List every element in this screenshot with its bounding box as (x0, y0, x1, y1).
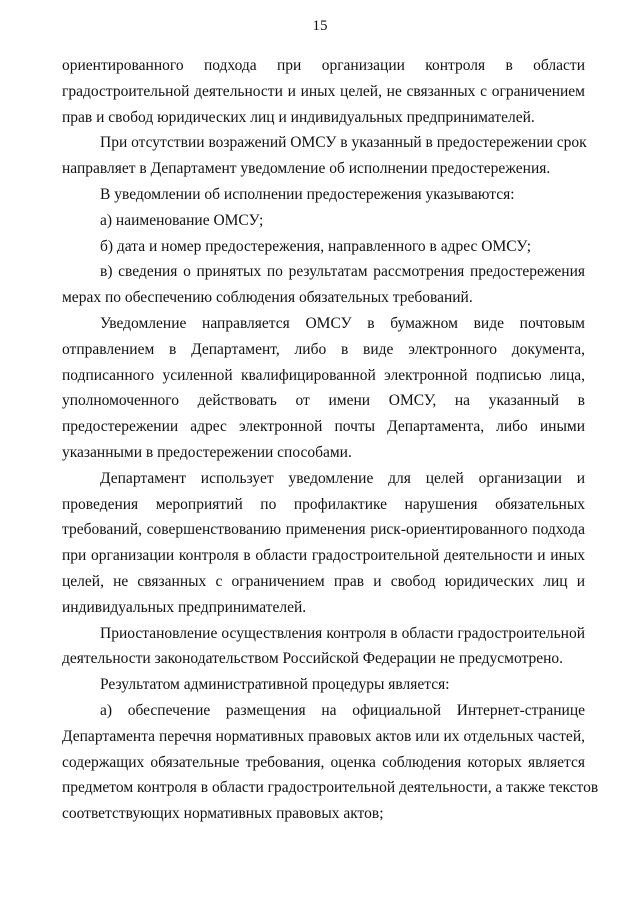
paragraph (62, 53, 585, 130)
text-line: отправлением в Департамент, либо в виде электронного документа, (62, 340, 585, 358)
paragraph (62, 672, 585, 698)
text-line: требований, совершенствованию применения риск-ориентированного подхода (62, 521, 585, 539)
text-line: Результатом административной процедуры является: (100, 676, 450, 694)
text-line: предметом контроля в области градостроительной деятельности, а также текстов (62, 779, 599, 797)
text-line: В уведомлении об исполнении предостережения указываются: (100, 185, 515, 203)
text-line: ориентированного подхода при организации контроля в области (62, 57, 585, 74)
paragraph (62, 698, 599, 827)
text-line: Уведомление направляется ОМСУ в бумажном виде почтовым (100, 314, 585, 332)
text-line: а) обеспечение размещения на официальной Интернет-странице (100, 701, 585, 719)
text-line: проведения мероприятий по профилактике нарушения обязательных (62, 495, 585, 513)
text-line: а) наименование ОМСУ; (100, 211, 264, 229)
paragraph (62, 311, 585, 466)
paragraph (62, 621, 585, 673)
text-line: индивидуальных предпринимателей. (62, 598, 307, 616)
text-line: деятельности законодательством Российской Федерации не предусмотрено. (62, 650, 564, 668)
text-line: Департамента перечня нормативных правовых актов или их отдельных частей, (62, 727, 585, 745)
paragraph (62, 182, 585, 208)
text-line: подписанного усиленной квалифицированной электронной подписью лица, (62, 366, 585, 384)
paragraph (62, 130, 585, 182)
text-line: При отсутствии возражений ОМСУ в указанный в предостережении срок (100, 134, 587, 152)
text-line: Приостановление осуществления контроля в области градостроительной (100, 624, 585, 642)
paragraph (62, 259, 585, 311)
document-body (62, 53, 599, 827)
text-line: соответствующих нормативных правовых актов; (62, 805, 384, 823)
text-line: указанными в предостережении способами. (62, 443, 352, 461)
text-line: при организации контроля в области градостроительной деятельности и иных (62, 547, 585, 565)
text-line: Департамент использует уведомление для целей организации и (100, 469, 585, 487)
text-line: предостережении адрес электронной почты Департамента, либо иными (62, 418, 585, 436)
page-number: 15 (312, 18, 328, 34)
text-line: в) сведения о принятых по результатам рассмотрения предостережения (100, 263, 585, 281)
text-line: направляет в Департамент уведомление об исполнении предостережения. (62, 160, 551, 178)
text-line: б) дата и номер предостережения, направленного в адрес ОМСУ; (100, 237, 532, 255)
text-line: мерах по обеспечению соблюдения обязательных требований. (62, 289, 473, 307)
text-line: уполномоченного действовать от имени ОМСУ, на указанный в (62, 392, 585, 410)
paragraph (62, 234, 585, 260)
text-line: содержащих обязательные требования, оценка соблюдения которых является (62, 753, 585, 771)
text-line: целей, не связанных с ограничением прав и свобод юридических лиц и (62, 572, 585, 590)
paragraph (62, 466, 585, 621)
paragraph (62, 208, 585, 234)
text-line: прав и свобод юридических лиц и индивидуальных предпринимателей. (62, 108, 535, 126)
text-line: градостроительной деятельности и иных целей, не связанных с ограничением (62, 82, 585, 100)
